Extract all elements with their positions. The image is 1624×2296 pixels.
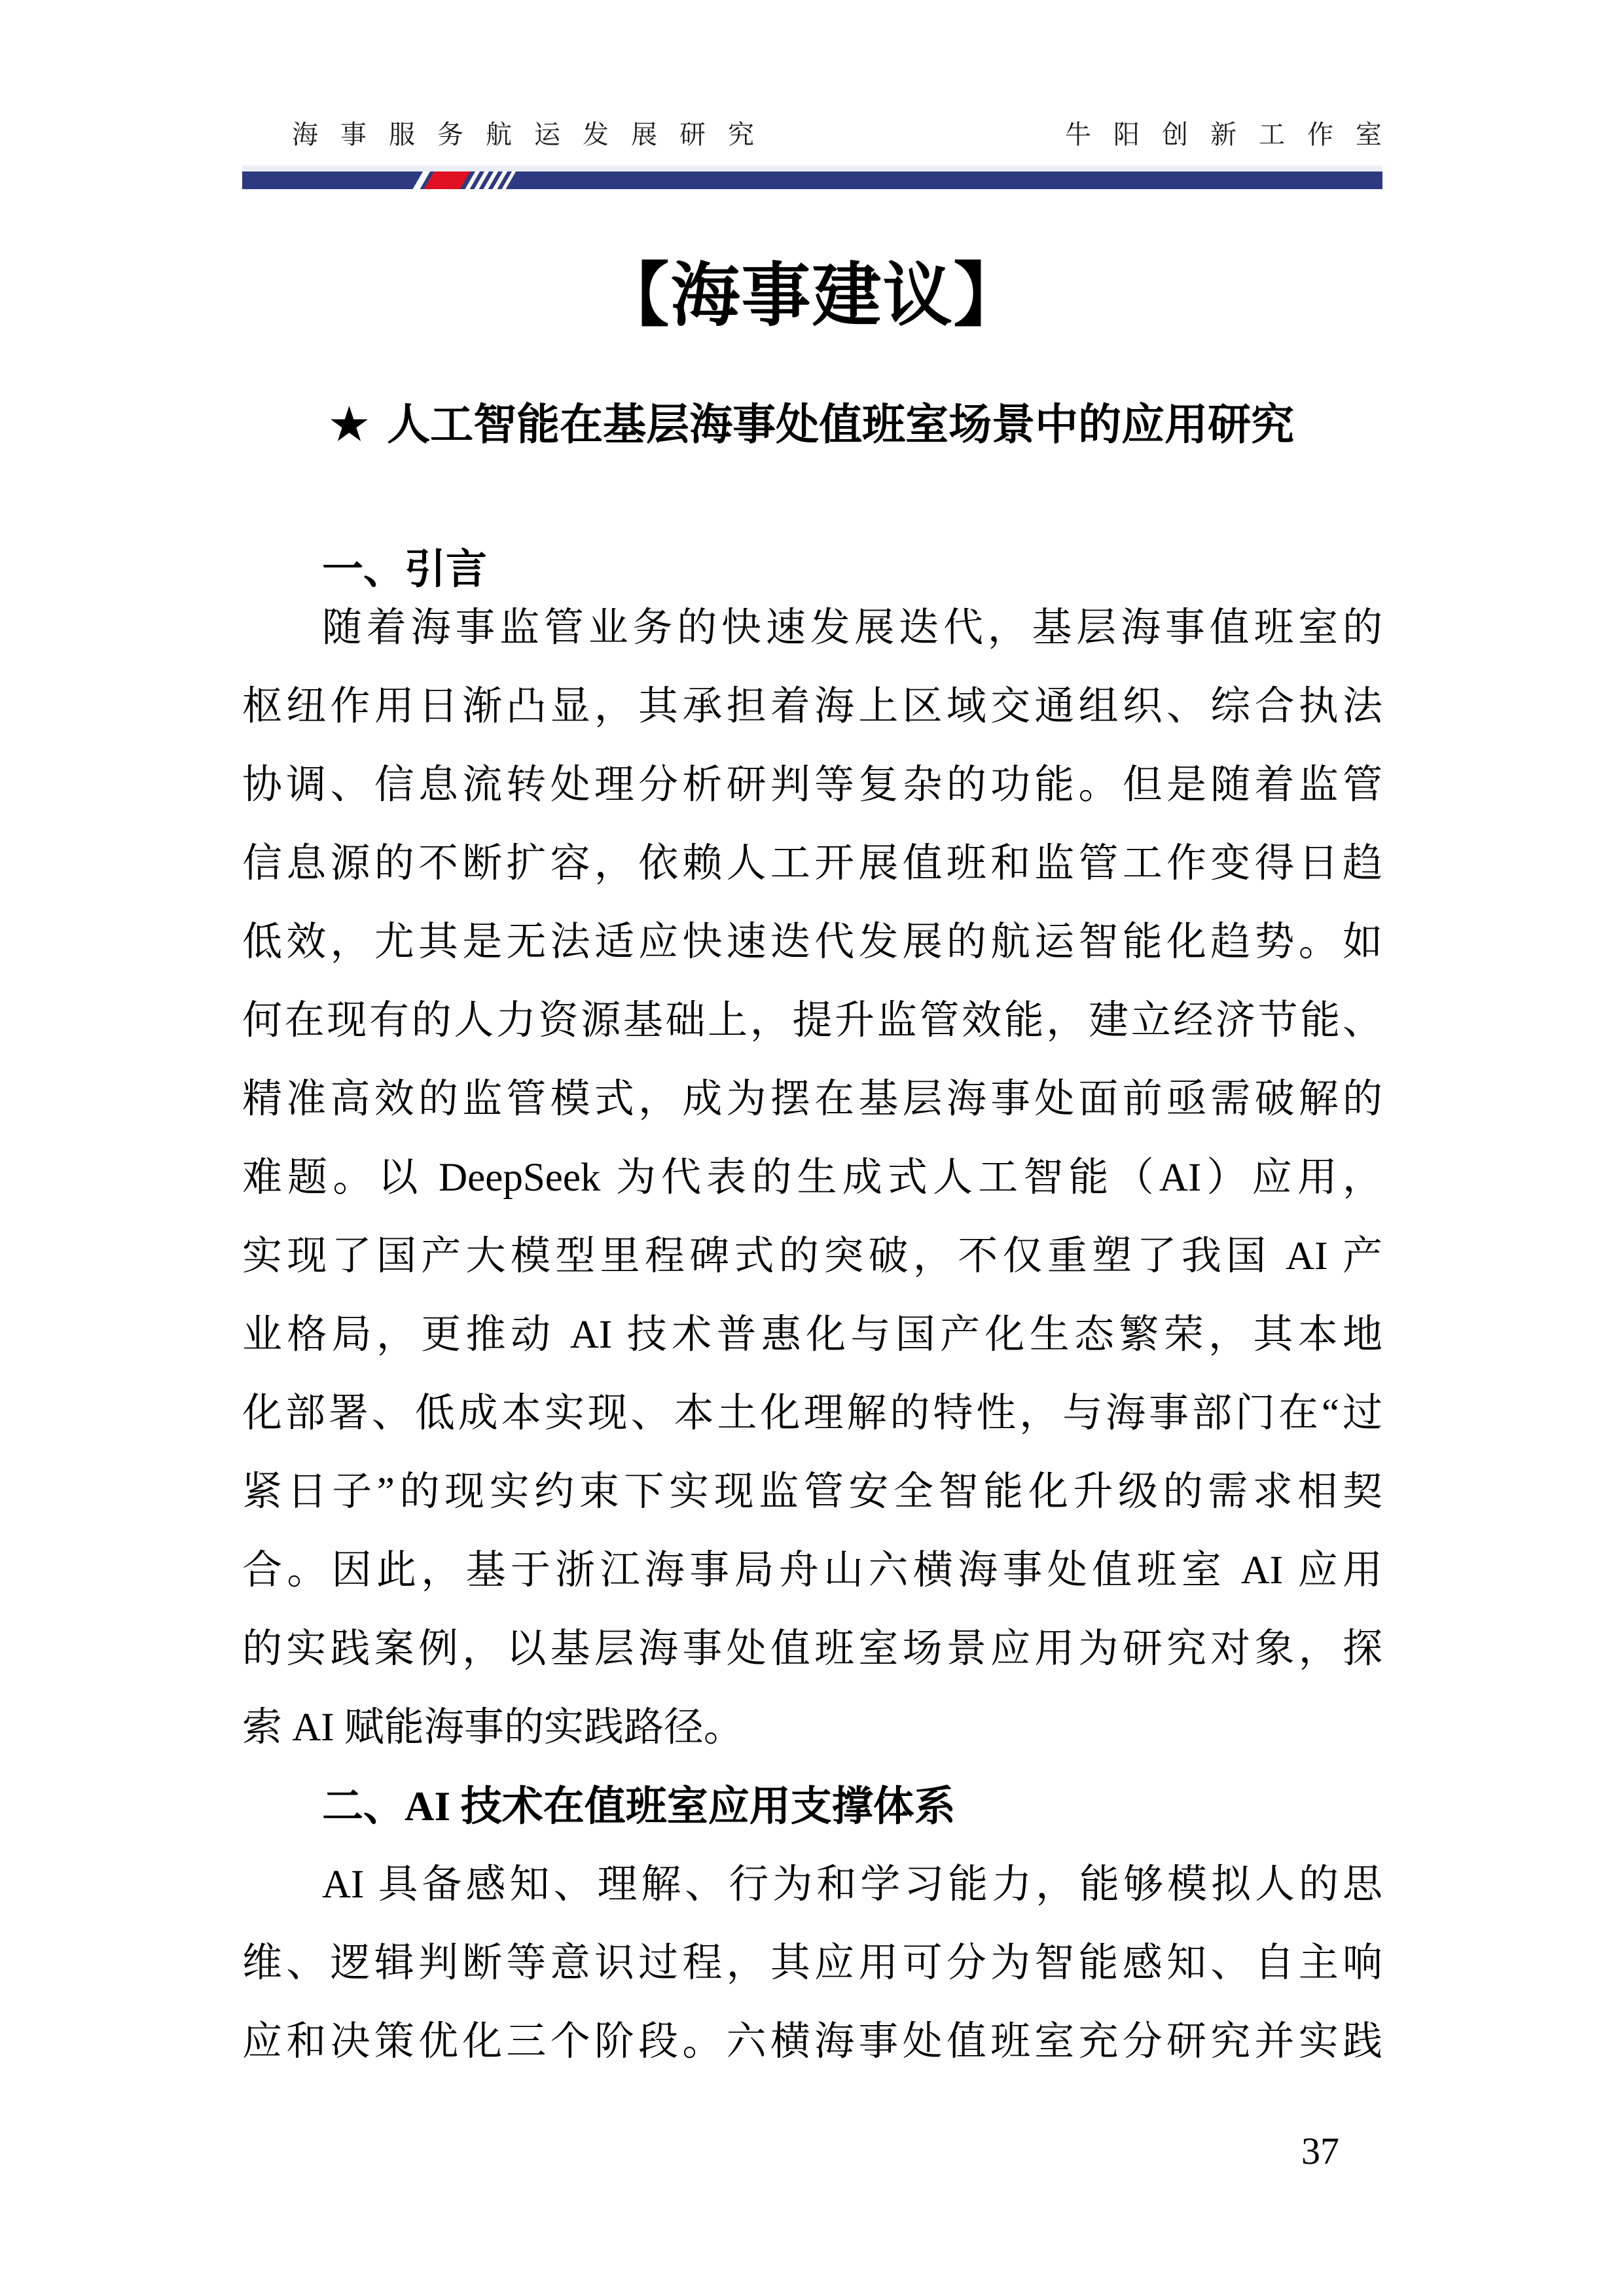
header-left-title: 海事服务航运发展研究 — [292, 120, 776, 149]
body-line: 枢纽作用日渐凸显，其承担着海上区域交通组织、综合执法 — [242, 685, 1382, 728]
section-heading-introduction: 一、引言 — [322, 547, 487, 592]
body-line: 低效，尤其是无法适应快速迭代发展的航运智能化趋势。如 — [242, 920, 1382, 964]
body-line: 随着海事监管业务的快速发展迭代，基层海事值班室的 — [322, 606, 1382, 650]
body-line: 精准高效的监管模式，成为摆在基层海事处面前亟需破解的 — [242, 1077, 1382, 1121]
body-line: 业格局，更推动 AI 技术普惠化与国产化生态繁荣，其本地 — [242, 1313, 1382, 1357]
body-line: 索 AI 赋能海事的实践路径。 — [242, 1706, 744, 1749]
body-line: 化部署、低成本实现、本土化理解的特性，与海事部门在“过 — [242, 1391, 1382, 1435]
body-line: 实现了国产大模型里程碑式的突破，不仅重塑了我国 AI 产 — [242, 1234, 1382, 1278]
paragraph-introduction — [242, 589, 1382, 1767]
body-line: 协调、信息流转处理分析研判等复杂的功能。但是随着监管 — [242, 763, 1382, 807]
header-right-title: 牛阳创新工作室 — [1065, 120, 1404, 149]
page-number: 37 — [1301, 2130, 1339, 2172]
paragraph-ai-support-system — [242, 1846, 1382, 2081]
article-subtitle-text: 人工智能在基层海事处值班室场景中的应用研究 — [387, 401, 1295, 449]
body-line: 难题。以 DeepSeek 为代表的生成式人工智能（AI）应用， — [242, 1156, 1382, 1200]
body-line: 合。因此，基于浙江海事局舟山六横海事处值班室 AI 应用 — [242, 1549, 1382, 1592]
body-line: 信息源的不断扩容，依赖人工开展值班和监管工作变得日趋 — [242, 842, 1382, 886]
body-line: 维、逻辑判断等意识过程，其应用可分为智能感知、自主响 — [242, 1941, 1382, 1985]
article-subtitle — [0, 393, 1624, 458]
body-line: AI 具备感知、理解、行为和学习能力，能够模拟人的思 — [322, 1863, 1382, 1907]
header-rule-highlight — [242, 166, 1382, 171]
body-line: 紧日子”的现实约束下实现监管安全智能化升级的需求相契 — [242, 1470, 1382, 1514]
body-line: 的实践案例，以基层海事处值班室场景应用为研究对象，探 — [242, 1627, 1382, 1671]
article-title: 【海事建议】 — [600, 258, 1024, 334]
body-line: 应和决策优化三个阶段。六横海事处值班室充分研究并实践 — [242, 2020, 1382, 2064]
body-line: 何在现有的人力资源基础上，提升监管效能，建立经济节能、 — [242, 999, 1382, 1043]
star-icon: ★ — [329, 401, 369, 449]
section-heading-ai-support-system: 二、AI 技术在值班室应用支撑体系 — [322, 1784, 956, 1829]
header-rule — [242, 171, 1382, 189]
